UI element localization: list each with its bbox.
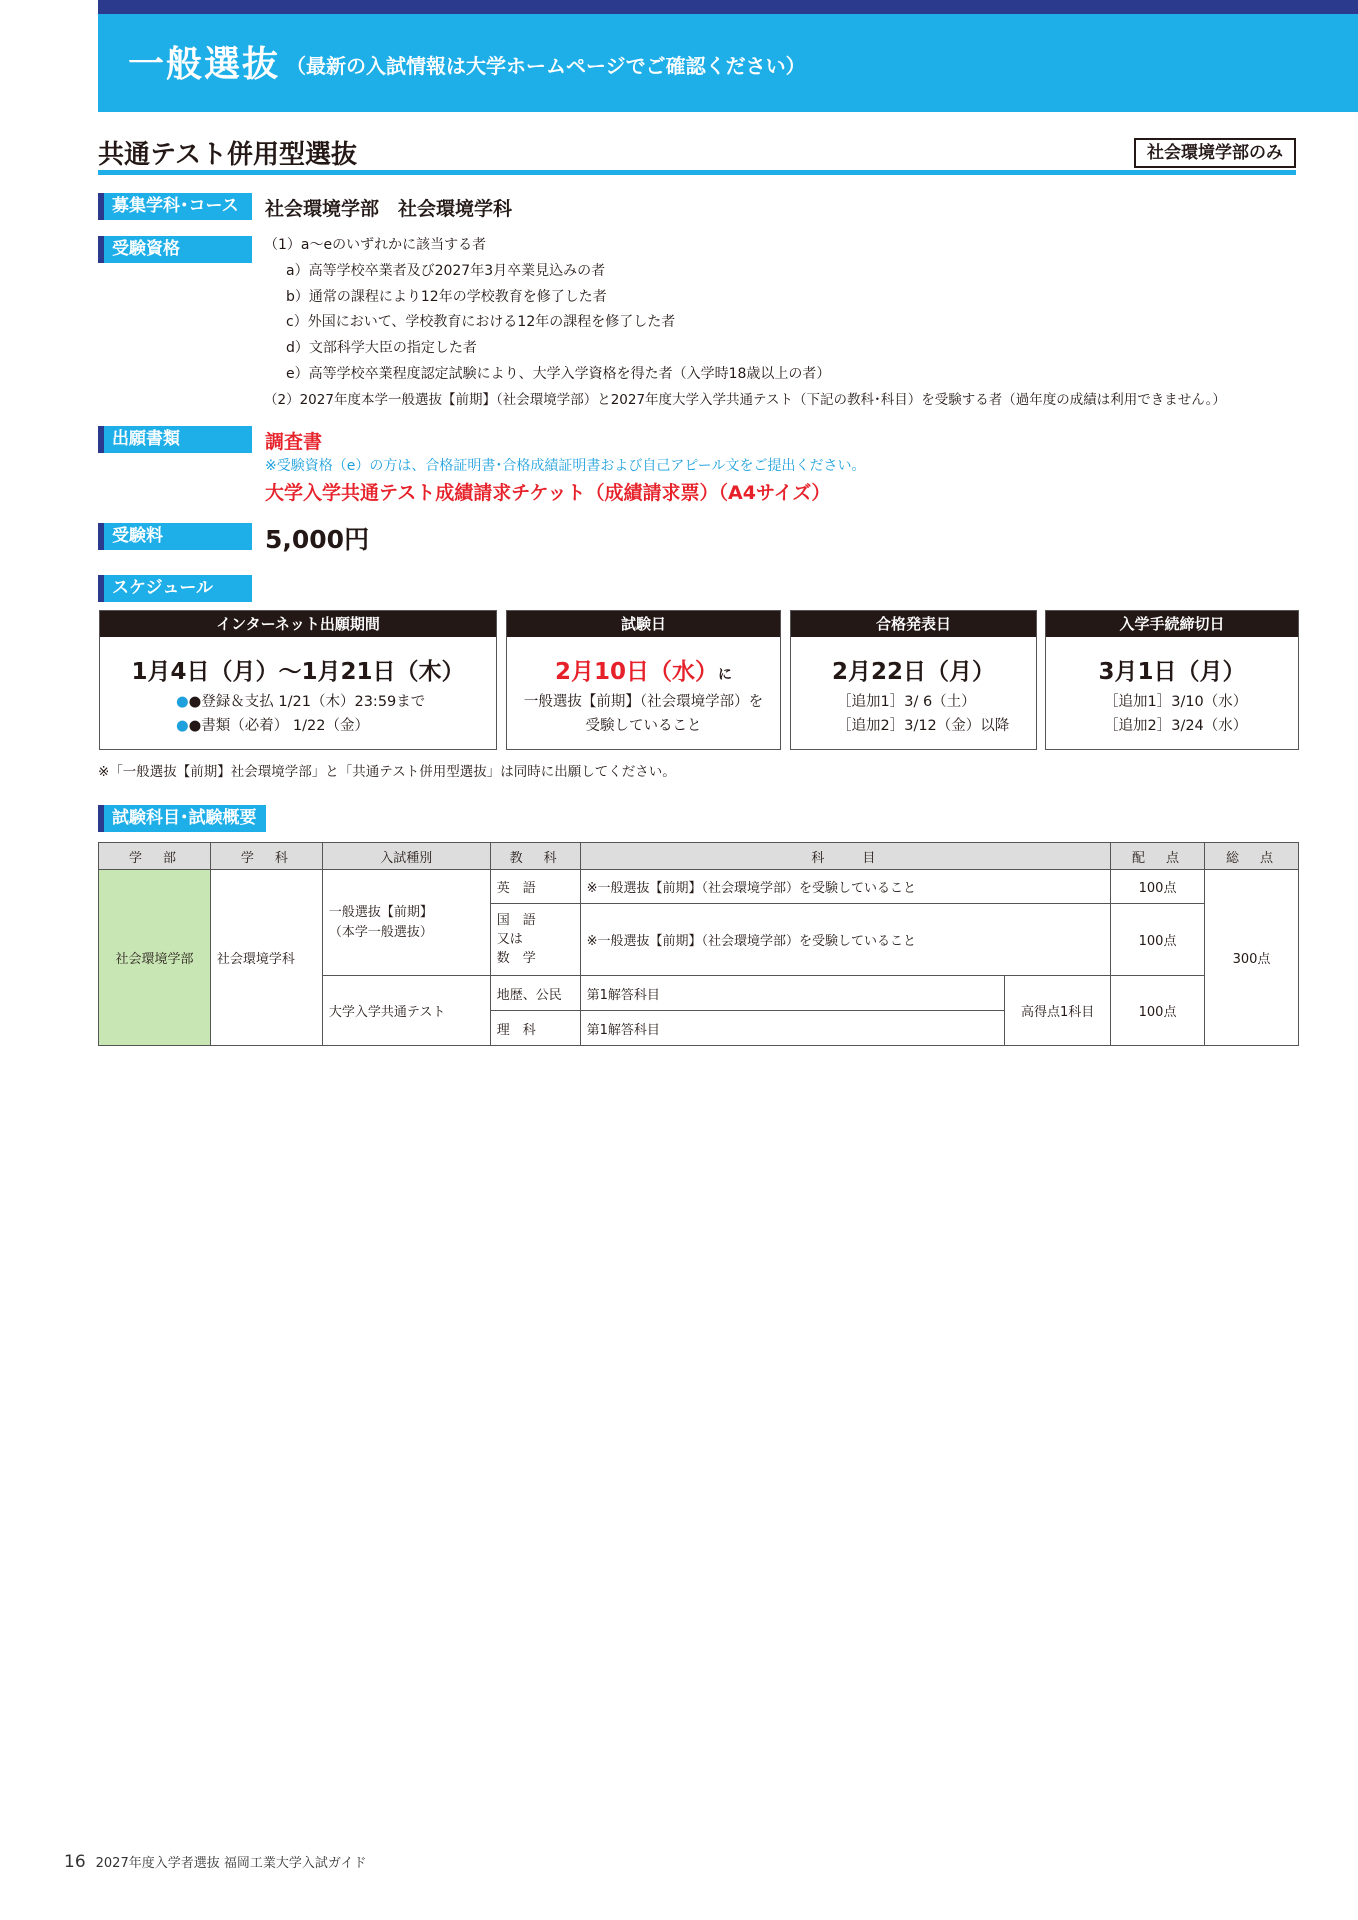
subject-or: 又は (496, 932, 523, 947)
col-header: 学 科 (210, 843, 322, 870)
qualification-line: b）通常の課程により12年の学校教育を修了した者 (286, 288, 607, 305)
schedule-label: スケジュール (98, 575, 252, 602)
points-cell: 100点 (1111, 976, 1205, 1046)
fee-value: 5,000円 (265, 525, 370, 554)
schedule-head: インターネット出願期間 (100, 611, 496, 637)
schedule-main: 2月22日（月） (831, 659, 995, 685)
schedule-line: 受験していること (585, 718, 702, 734)
qualification-line: a）高等学校卒業者及び2027年3月卒業見込みの者 (286, 262, 606, 279)
documents-item-report: 調査書 (265, 431, 323, 453)
col-header: 総 点 (1205, 843, 1299, 870)
detail-cell: 第1解答科目 (580, 1011, 1005, 1046)
subject-cell: 理 科 (490, 1011, 580, 1046)
points-cell: 100点 (1111, 904, 1205, 976)
table-row (99, 870, 1299, 904)
col-header: 入試種別 (322, 843, 490, 870)
documents-label: 出願書類 (98, 426, 252, 453)
schedule-box-enrollment (1045, 610, 1299, 750)
qualification-line: （2）2027年度本学一般選抜【前期】（社会環境学部）と2027年度大学入学共通テスト（下記の教科･科目）を受験する者（過年度の成績は利用できません。） (264, 391, 1226, 408)
subject-name: 数 学 (496, 951, 536, 966)
qualification-list (264, 233, 1226, 414)
subject-cell: 英 語 (490, 870, 580, 904)
schedule-line: 一般選抜【前期】（社会環境学部）を (523, 694, 764, 710)
documents-item-ticket: 大学入学共通テスト成績請求チケット（成績請求票）（A4サイズ） (265, 482, 831, 504)
schedule-line-text: ●書類（必着） 1/22（金） (188, 718, 369, 734)
documents-note: ※受験資格（e）の方は、合格証明書･合格成績証明書および自己アピール文をご提出ください。 (265, 458, 866, 474)
schedule-head: 合格発表日 (791, 611, 1036, 637)
table-header-row (99, 843, 1299, 870)
schedule-line: ●●書類（必着） 1/22（金） (176, 718, 369, 734)
col-header: 科 目 (580, 843, 1110, 870)
exam-type-name: 一般選抜【前期】 (328, 904, 433, 920)
schedule-main: 3月1日（月） (1098, 659, 1246, 685)
qualification-line: （1）a～eのいずれかに該当する者 (264, 237, 487, 253)
faculty-cell: 社会環境学部 (99, 870, 211, 1046)
section-title: 共通テスト併用型選抜 (98, 140, 357, 170)
subjects-label: 試験科目･試験概要 (98, 805, 266, 832)
schedule-head: 入学手続締切日 (1046, 611, 1298, 637)
subject-cell: 地歴、公民 (490, 976, 580, 1011)
detail-cell: 第1解答科目 (580, 976, 1005, 1011)
exam-type-cell (322, 870, 490, 976)
detail-cell: ※一般選抜【前期】（社会環境学部）を受験していること (580, 904, 1110, 976)
schedule-head: 試験日 (507, 611, 780, 637)
page-title: 一般選抜 (128, 44, 281, 85)
schedule-main-suffix: に (718, 667, 732, 683)
footer (64, 1852, 366, 1872)
schedule-line-text: ●登録＆支払 1/21（木）23:59まで (188, 694, 426, 710)
qualification-line: d）文部科学大臣の指定した者 (286, 340, 477, 357)
top-accent-bar (98, 0, 1358, 14)
faculty-only-badge: 社会環境学部のみ (1134, 138, 1296, 168)
schedule-line: ［追加2］3/24（水） (1104, 718, 1248, 734)
schedule-line: ●●登録＆支払 1/21（木）23:59まで (176, 694, 426, 710)
schedule-box-application (99, 610, 497, 750)
schedule-box-result (790, 610, 1037, 750)
schedule-main: 1月4日（月）～1月21日（木） (131, 659, 465, 685)
points-cell: 100点 (1111, 870, 1205, 904)
qualification-label: 受験資格 (98, 236, 252, 263)
schedule-main-wrap (507, 653, 780, 686)
col-header: 教 科 (490, 843, 580, 870)
subject-cell (490, 904, 580, 976)
schedule-note: ※「一般選抜【前期】社会環境学部」と「共通テスト併用型選抜」は同時に出願してください。 (98, 764, 676, 780)
total-cell: 300点 (1205, 870, 1299, 1046)
course-value: 社会環境学部 社会環境学科 (265, 198, 513, 220)
page-number: 16 (64, 1852, 86, 1872)
subject-name: 国 語 (496, 913, 536, 928)
fee-label: 受験料 (98, 523, 252, 550)
detail-cell: ※一般選抜【前期】（社会環境学部）を受験していること (580, 870, 1110, 904)
page-subtitle: （最新の入試情報は大学ホームページでご確認ください） (286, 54, 806, 78)
footer-text: 2027年度入学者選抜 福岡工業大学入試ガイド (95, 1856, 367, 1871)
qualification-line: e）高等学校卒業程度認定試験により、大学入学資格を得た者（入学時18歳以上の者） (286, 365, 831, 382)
schedule-box-exam (506, 610, 781, 750)
col-header: 配 点 (1111, 843, 1205, 870)
schedule-main: 2月10日（水） (554, 659, 718, 685)
schedule-line: ［追加1］3/ 6（土） (837, 694, 976, 710)
department-cell: 社会環境学科 (210, 870, 322, 1046)
subjects-table (98, 842, 1299, 1046)
col-header: 学 部 (99, 843, 211, 870)
best-subject-cell: 高得点1科目 (1005, 976, 1111, 1046)
course-label: 募集学科･コース (98, 193, 252, 220)
qualification-line: c）外国において、学校教育における12年の課程を修了した者 (286, 314, 676, 331)
section-divider (98, 170, 1296, 175)
exam-type-cell: 大学入学共通テスト (322, 976, 490, 1046)
schedule-line: ［追加1］3/10（水） (1104, 694, 1248, 710)
schedule-line: ［追加2］3/12（金）以降 (837, 718, 1010, 734)
exam-type-sub: （本学一般選抜） (328, 924, 433, 940)
header-banner (98, 14, 1358, 112)
